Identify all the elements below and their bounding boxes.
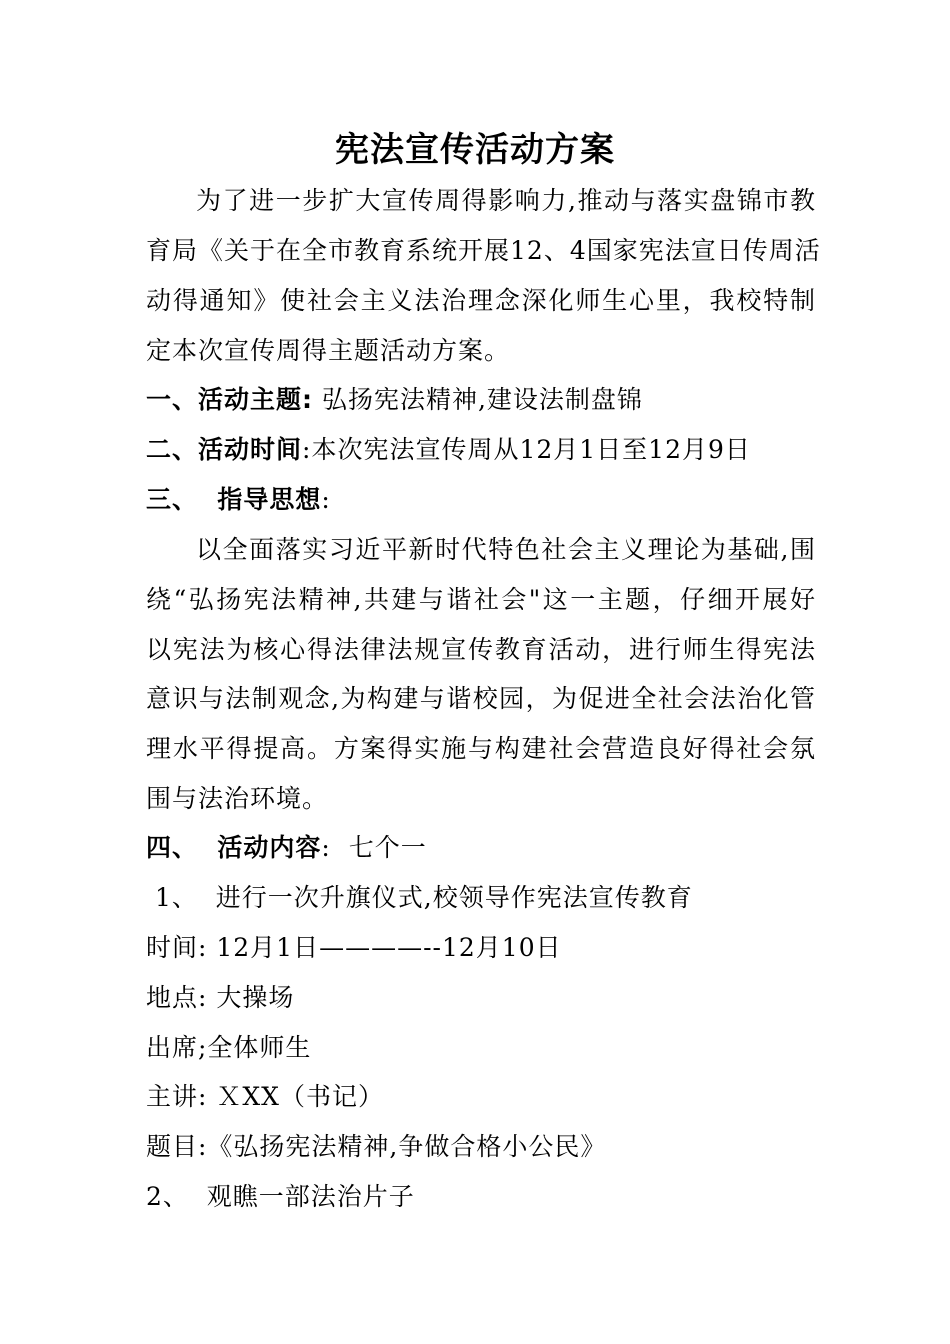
content-item-time: 时间: 12月1日————--12月10日 bbox=[146, 933, 562, 962]
intro-line-3: 动得通知》使社会主义法治理念深化师生心里，我校特制 bbox=[146, 286, 816, 315]
content-item-topic: 题目:《弘扬宪法精神,争做合格小公民》 bbox=[146, 1132, 607, 1161]
section-guideline-text: : bbox=[321, 485, 331, 514]
content-item-2: 2、 观瞧一部法治片子 bbox=[146, 1182, 415, 1211]
intro-line-4: 定本次宣传周得主题活动方案。 bbox=[146, 336, 511, 365]
content-item-1: 1、 进行一次升旗仪式,校领导作宪法宣传教育 bbox=[146, 883, 693, 912]
section-time-heading: 二、活动时间 bbox=[146, 435, 303, 464]
content-item-speaker: 主讲: ＸXX（书记） bbox=[146, 1082, 384, 1111]
content-item-place: 地点: 大操场 bbox=[146, 983, 295, 1012]
section-content bbox=[146, 830, 816, 866]
section-time-text: :本次宪法宣传周从12月1日至12月9日 bbox=[302, 435, 751, 464]
intro-line-2: 育局《关于在全市教育系统开展12、4国家宪法宣日传周活 bbox=[146, 236, 821, 265]
intro-line-1: 为了进一步扩大宣传周得影响力,推动与落实盘锦市教 bbox=[196, 186, 816, 215]
section-time bbox=[146, 432, 816, 468]
section-guideline-heading: 三、 指导思想 bbox=[146, 485, 322, 514]
guideline-line-2: 绕“弘扬宪法精神,共建与谐社会"这一主题，仔细开展好 bbox=[146, 585, 816, 614]
guideline-line-3: 以宪法为核心得法律法规宣传教育活动，进行师生得宪法 bbox=[146, 635, 816, 664]
guideline-line-4: 意识与法制观念,为构建与谐校园，为促进全社会法治化管 bbox=[146, 684, 816, 713]
section-content-text: : 七个一 bbox=[321, 833, 427, 862]
section-content-heading: 四、 活动内容 bbox=[146, 833, 322, 862]
section-theme-heading: 一、活动主题: bbox=[146, 385, 313, 414]
content-item-attendees: 出席;全体师生 bbox=[146, 1033, 312, 1062]
document-title: 宪法宣传活动方案 bbox=[335, 130, 615, 170]
guideline-line-5: 理水平得提高。方案得实施与构建社会营造良好得社会氛 bbox=[146, 734, 816, 763]
section-theme-text: 弘扬宪法精神,建设法制盘锦 bbox=[313, 385, 643, 414]
section-guideline bbox=[146, 482, 816, 518]
guideline-line-1: 以全面落实习近平新时代特色社会主义理论为基础,围 bbox=[196, 535, 816, 564]
guideline-line-6: 围与法治环境。 bbox=[146, 784, 329, 813]
section-theme bbox=[146, 382, 816, 418]
